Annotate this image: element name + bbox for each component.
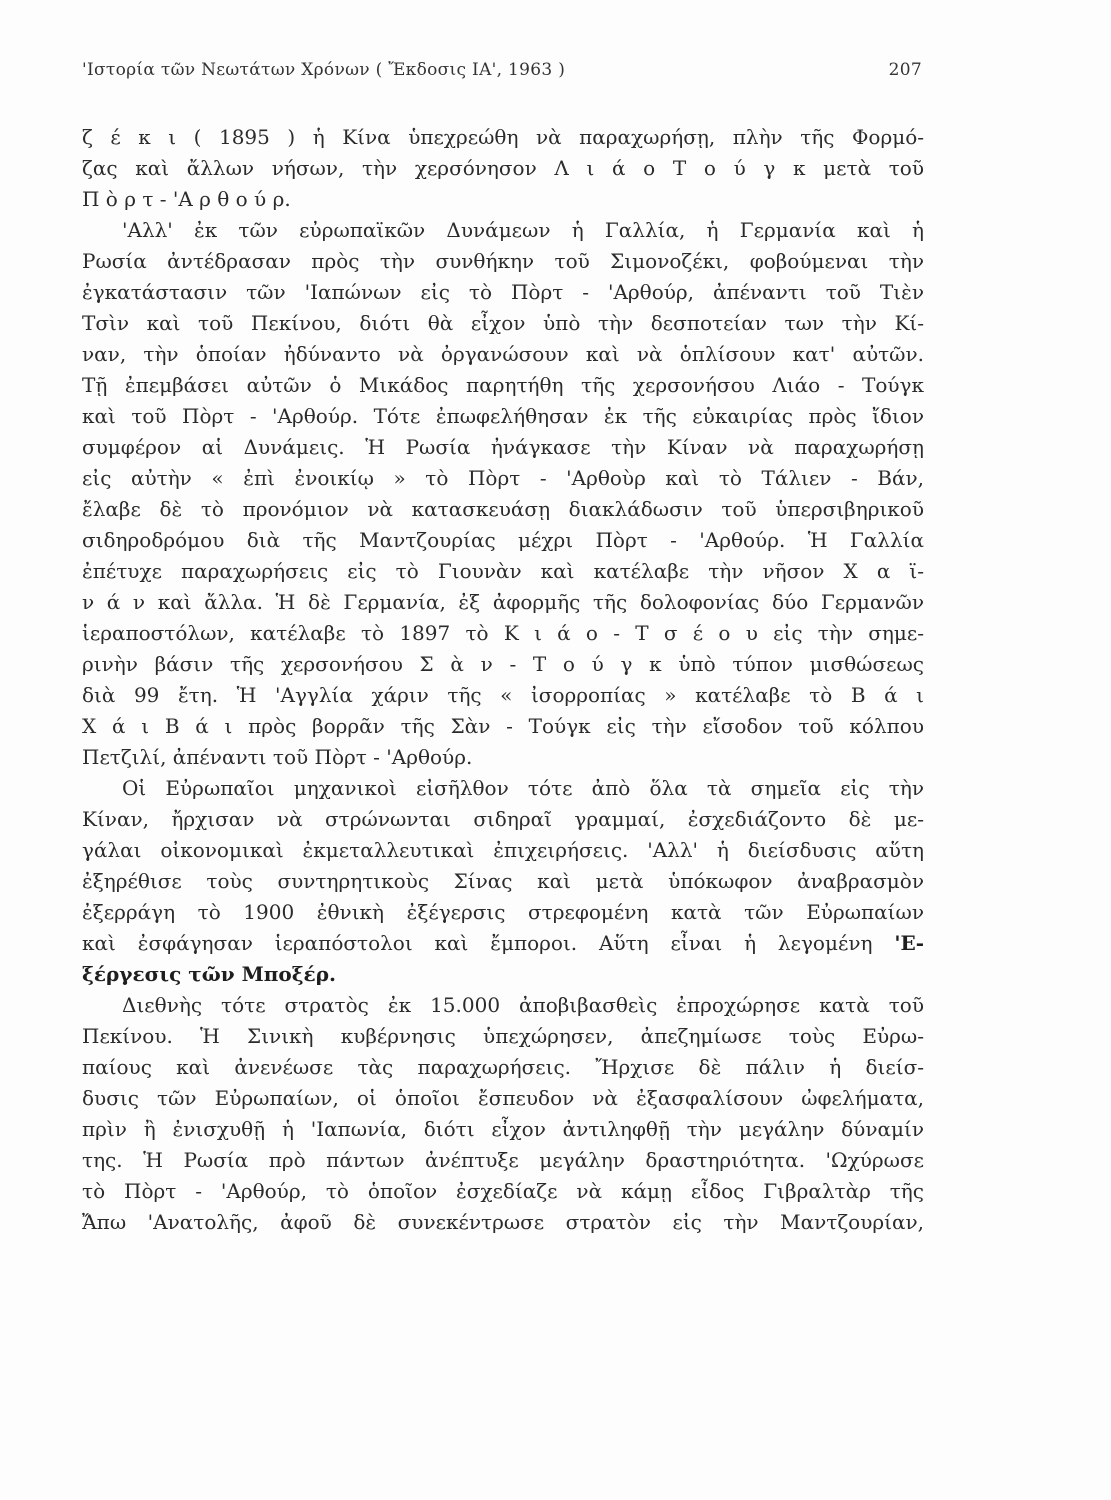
text-line: Ρωσία ἀντέδρασαν πρὸς τὴν συνθήκην τοῦ Σιμονοζέκι, φοβούμεναι τὴν — [82, 249, 924, 273]
text-line: ἐξηρέθισε τοὺς συντηρητικοὺς Σίνας καὶ μετὰ ὑπόκωφον ἀναβρασμὸν — [82, 869, 924, 893]
text-line: 'Αλλ' ἐκ τῶν εὐρωπαϊκῶν Δυνάμεων ἡ Γαλλία, ἡ Γερμανία καὶ ἡ — [122, 218, 924, 242]
text-line: ζ έ κ ι ( 1895 ) ἡ Κίνα ὑπεχρεώθη νὰ παραχωρήσῃ, πλὴν τῆς Φορμό- — [82, 125, 924, 149]
text-line: ἐπέτυχε παραχωρήσεις εἰς τὸ Γιουνὰν καὶ κατέλαβε τὴν νῆσον Χ α ϊ- — [82, 559, 924, 583]
text-line: πρὶν ἢ ἐνισχυθῇ ἡ 'Ιαπωνία, διότι εἶχον ἀντιληφθῇ τὴν μεγάλην δύναμίν — [82, 1117, 924, 1141]
text-line: ἐγκατάστασιν τῶν 'Ιαπώνων εἰς τὸ Πὸρτ - 'Αρθούρ, ἀπέναντι τοῦ Τιὲν — [82, 280, 924, 304]
text-line: καὶ τοῦ Πὸρτ - 'Αρθούρ. Τότε ἐπωφελήθησαν ἐκ τῆς εὐκαιρίας πρὸς ἴδιον — [82, 404, 924, 428]
text-line: Τσὶν καὶ τοῦ Πεκίνου, διότι θὰ εἶχον ὑπὸ τὴν δεσποτείαν των τὴν Κί- — [82, 311, 924, 335]
text-line: Κίναν, ἤρχισαν νὰ στρώνωνται σιδηραῖ γραμμαί, ἐσχεδιάζοντο δὲ με- — [82, 807, 924, 831]
text-line: ζας καὶ ἄλλων νήσων, τὴν χερσόνησον Λ ι ά ο Τ ο ύ γ κ μετὰ τοῦ — [82, 156, 924, 180]
page-number: 207 — [888, 60, 922, 80]
text-line: ἔλαβε δὲ τὸ προνόμιον νὰ κατασκευάσῃ διακλάδωσιν τοῦ ὑπερσιβηρικοῦ — [82, 497, 924, 521]
text-line: σιδηροδρόμου διὰ τῆς Μαντζουρίας μέχρι Πὸρτ - 'Αρθούρ. Ἡ Γαλλία — [82, 528, 924, 552]
text-line: της. Ἡ Ρωσία πρὸ πάντων ἀνέπτυξε μεγάλην δραστηριότητα. 'Ωχύρωσε — [82, 1148, 924, 1172]
text-line: Χ ά ι Β ά ι πρὸς βορρᾶν τῆς Σὰν - Τούγκ εἰς τὴν εἴσοδον τοῦ κόλπου — [82, 714, 924, 738]
text-line: Τῇ ἐπεμβάσει αὐτῶν ὁ Μικάδος παρητήθη τῆς χερσονήσου Λιάο - Τούγκ — [82, 373, 924, 397]
text-line: Διεθνὴς τότε στρατὸς ἐκ 15.000 ἀποβιβασθεὶς ἐπροχώρησε κατὰ τοῦ — [122, 993, 924, 1017]
text-line: Πεκίνου. Ἡ Σινικὴ κυβέρνησις ὑπεχώρησεν, ἀπεζημίωσε τοὺς Εὐρω- — [82, 1024, 924, 1048]
bold-term: 'Ε- — [894, 931, 924, 955]
text-line: Π ὸ ρ τ - 'Α ρ θ ο ύ ρ. — [82, 187, 291, 211]
text-line: ρινὴν βάσιν τῆς χερσονήσου Σ ὰ ν - Τ ο ύ γ κ ὑπὸ τύπον μισθώσεως — [82, 652, 924, 676]
bold-term: ξέργεσις τῶν Μποξέρ. — [82, 962, 336, 986]
text-line: δυσις τῶν Εὐρωπαίων, οἱ ὁποῖοι ἔσπευδον νὰ ἐξασφαλίσουν ὠφελήματα, — [82, 1086, 924, 1110]
text-line: Οἱ Εὐρωπαῖοι μηχανικοὶ εἰσῆλθον τότε ἀπὸ ὅλα τὰ σημεῖα εἰς τὴν — [122, 776, 924, 800]
text-line: Ἄπω 'Ανατολῆς, ἀφοῦ δὲ συνεκέντρωσε στρατὸν εἰς τὴν Μαντζουρίαν, — [82, 1210, 924, 1234]
text-line: ἐξερράγη τὸ 1900 ἐθνικὴ ἐξέγερσις στρεφομένη κατὰ τῶν Εὐρωπαίων — [82, 900, 924, 924]
text-line: εἰς αὐτὴν « ἐπὶ ἐνοικίῳ » τὸ Πὸρτ - 'Αρθοὺρ καὶ τὸ Τάλιεν - Βάν, — [82, 466, 924, 490]
running-title: 'Ιστορία τῶν Νεωτάτων Χρόνων ( Ἔκδοσις ΙΑ', 1963 ) — [82, 60, 566, 80]
page-header — [82, 60, 922, 90]
text-line: τὸ Πὸρτ - 'Αρθούρ, τὸ ὁποῖον ἐσχεδίαζε νὰ κάμῃ εἶδος Γιβραλτὰρ τῆς — [82, 1179, 924, 1203]
text-line: ναν, τὴν ὁποίαν ἠδύναντο νὰ ὀργανώσουν καὶ νὰ ὁπλίσουν κατ' αὐτῶν. — [82, 342, 924, 366]
text-line — [82, 959, 924, 990]
text-line: ν ά ν καὶ ἄλλα. Ἡ δὲ Γερμανία, ἐξ ἀφορμῆς τῆς δολοφονίας δύο Γερμανῶν — [82, 590, 924, 614]
text-line: Πετζιλί, ἀπέναντι τοῦ Πὸρτ - 'Αρθούρ. — [82, 745, 473, 769]
text-line: παίους καὶ ἀνενέωσε τὰς παραχωρήσεις. Ἤρχισε δὲ πάλιν ἡ διείσ- — [82, 1055, 924, 1079]
text-line: ἱεραποστόλων, κατέλαβε τὸ 1897 τὸ Κ ι ά ο - Τ σ έ ο υ εἰς τὴν σημε- — [82, 621, 924, 645]
text-segment: καὶ ἐσφάγησαν ἱεραπόστολοι καὶ ἔμποροι. Αὕτη εἶναι ἡ λεγομένη — [82, 931, 873, 955]
text-line-with-bold — [82, 928, 924, 959]
text-line: διὰ 99 ἔτη. Ἡ 'Αγγλία χάριν τῆς « ἰσορροπίας » κατέλαβε τὸ Β ά ι — [82, 683, 924, 707]
body-text — [82, 122, 924, 1238]
text-line: γάλαι οἰκονομικαὶ ἐκμεταλλευτικαὶ ἐπιχειρήσεις. 'Αλλ' ἡ διείσδυσις αὕτη — [82, 838, 924, 862]
text-line: συμφέρον αἱ Δυνάμεις. Ἡ Ρωσία ἠνάγκασε τὴν Κίναν νὰ παραχωρήσῃ — [82, 435, 924, 459]
